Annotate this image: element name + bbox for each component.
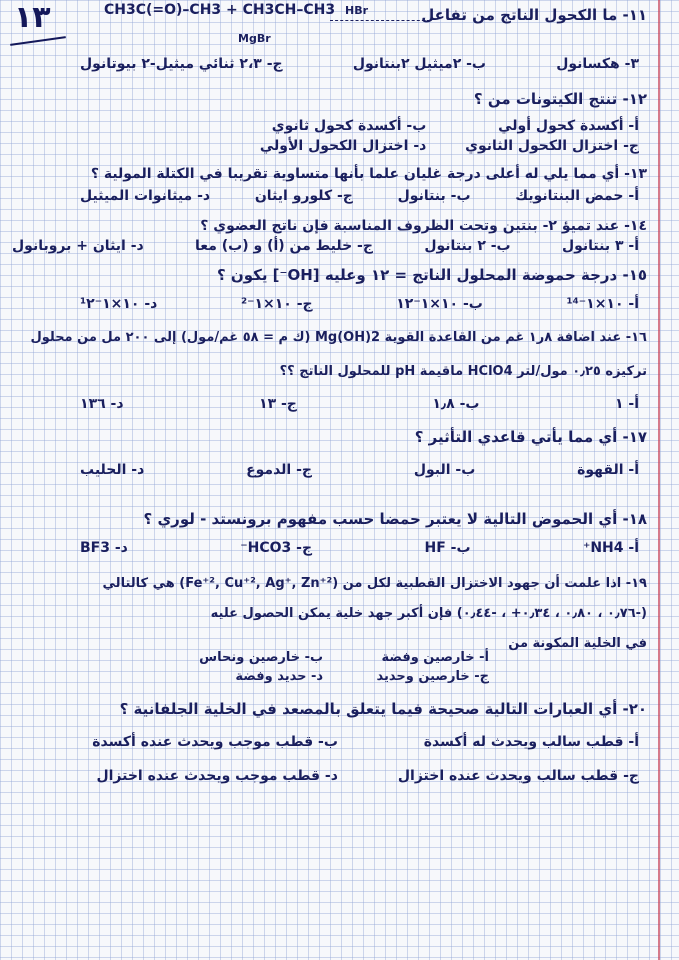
q19-option-b[interactable]: ب- خارصين ونحاس xyxy=(199,650,324,665)
q11-label: ١١- ما الكحول الناتج من تفاعل xyxy=(421,6,647,24)
q18-options xyxy=(80,540,639,556)
q11-option-a[interactable]: ٣- هكسانول xyxy=(556,56,639,72)
q20-label: ٢٠- أي العبارات التالية صحيحة فيما يتعلق بالمصعد في الخلية الجلفانية ؟ xyxy=(119,700,647,718)
q17-option-b[interactable]: ب- البول xyxy=(413,462,476,478)
q17-option-a[interactable]: أ- القهوة xyxy=(577,462,639,478)
q15-option-b[interactable]: ب- ١٠×١⁻١٢ xyxy=(396,296,483,312)
q13-label: ١٣- أي مما يلي له أعلى درجة غليان علما بأنها متساوية تقريبا في الكتلة المولية ؟ xyxy=(90,166,647,182)
q19-line1: ١٩- اذا علمت أن جهود الاختزال القطبية لكل من (Fe⁺², Cu⁺², Ag⁺, Zn⁺²) هي كالتالي xyxy=(102,576,647,591)
q20-option-b[interactable]: ب- قطب موجب ويحدث عنده أكسدة xyxy=(92,734,338,750)
q11-reagent: MgBr xyxy=(238,32,271,45)
q16-option-c[interactable]: ج- ١٣ xyxy=(259,396,297,412)
q18-option-d[interactable]: د- BF3 xyxy=(80,540,128,556)
q15-option-a[interactable]: أ- ١٠×١⁻¹⁴ xyxy=(566,296,639,312)
q11-arrow-reagent: HBr xyxy=(345,4,369,17)
q15-option-c[interactable]: ج- ١٠×١⁻² xyxy=(240,296,313,312)
page-number-underline xyxy=(10,36,66,46)
q12-option-b[interactable]: ب- أكسدة كحول ثانوي xyxy=(271,118,427,134)
q11-arrow xyxy=(330,20,430,21)
q15-options xyxy=(80,296,639,312)
q13-options xyxy=(80,188,639,204)
q20-option-d[interactable]: د- قطب موجب ويحدث عنده اختزال xyxy=(96,768,338,784)
q19-line2: (-٠٫٧٦ ، ٠٫٨٠ ، ٠٫٣٤+ ، -٠٫٤٤) فإن أكبر جهد خلية يمكن الحصول عليه xyxy=(210,606,647,621)
q14-option-c[interactable]: ج- خليط من (أ) و (ب) معا xyxy=(195,238,373,254)
q19-option-c[interactable]: ج- خارصين وحديد xyxy=(376,669,489,684)
q11-option-b[interactable]: ب- ٢ميثيل ٢بنتانول xyxy=(352,56,487,72)
q14-option-a[interactable]: أ- ٣ بنتانول xyxy=(561,238,639,254)
q20-option-a[interactable]: أ- قطب سالب ويحدث له أكسدة xyxy=(423,734,639,750)
q14-label: ١٤- عند تميؤ ٢- بنتين وتحت الظروف المناسبة فإن ناتج العضوي ؟ xyxy=(200,218,647,234)
q14-option-b[interactable]: ب- ٢ بنتانول xyxy=(424,238,511,254)
q15-option-d[interactable]: د- ١٠×١⁻¹٢ xyxy=(80,296,158,312)
q19-option-d[interactable]: د- حديد وفضة xyxy=(235,669,324,684)
q12-option-a[interactable]: أ- أكسدة كحول أولي xyxy=(498,118,639,134)
q12-label: ١٢- تنتج الكيتونات من ؟ xyxy=(473,90,647,108)
q13-option-a[interactable]: أ- حمض البنتانويك xyxy=(515,188,639,204)
q12-option-d[interactable]: د- اختزال الكحول الأولي xyxy=(259,138,427,154)
q18-option-b[interactable]: ب- HF xyxy=(424,540,471,556)
q17-options xyxy=(80,462,639,478)
q14-options xyxy=(12,238,639,254)
q11-options xyxy=(80,56,639,72)
q19-option-a[interactable]: أ- خارصين وفضة xyxy=(381,650,489,665)
q17-label: ١٧- أي مما يأتي قاعدي التأثير ؟ xyxy=(414,428,647,446)
q15-label: ١٥- درجة حموضة المحلول الناتج = ١٢ وعليه [OH⁻] يكون ؟ xyxy=(216,266,647,284)
q13-option-d[interactable]: د- ميثانوات الميثيل xyxy=(80,188,211,204)
q19-line3: في الخلية المكونة من xyxy=(508,636,647,651)
q16-option-d[interactable]: د- ١٣٦ xyxy=(80,396,124,412)
q12-options xyxy=(230,118,639,154)
q13-option-c[interactable]: ج- كلورو ايثان xyxy=(254,188,353,204)
q14-option-d[interactable]: د- ايثان + بروبانول xyxy=(12,238,144,254)
q16-line1: ١٦- عند اضافة ٨ر١ غم من القاعدة القوية Mg(OH)2 (ك م = ٥٨ غم/مول) إلى ٢٠٠ مل من محلول xyxy=(30,330,647,345)
q18-option-a[interactable]: أ- NH4⁺ xyxy=(582,540,639,556)
q17-option-d[interactable]: د- الحليب xyxy=(80,462,145,478)
q16-option-b[interactable]: ب- ١٫٨ xyxy=(432,396,480,412)
q16-option-a[interactable]: أ- ١ xyxy=(614,396,639,412)
q18-label: ١٨- أي الحموض التالية لا يعتبر حمضا حسب مفهوم برونستد - لوري ؟ xyxy=(143,510,647,528)
q11-option-c[interactable]: ج- ٢،٣ ثنائي ميثيل-٢ بيوتانول xyxy=(80,56,283,72)
q11-equation: CH3C(=O)–CH3 + CH3CH–CH3 xyxy=(104,2,336,18)
q20-option-c[interactable]: ج- قطب سالب ويحدث عنده اختزال xyxy=(397,768,639,784)
q12-option-c[interactable]: ج- اختزال الكحول الثانوي xyxy=(465,138,639,154)
q13-option-b[interactable]: ب- بنتانول xyxy=(397,188,471,204)
q17-option-c[interactable]: ج- الدموع xyxy=(246,462,313,478)
q16-options xyxy=(80,396,639,412)
margin-line xyxy=(658,0,660,960)
page-number: ١٣ xyxy=(14,0,51,35)
q20-options xyxy=(60,734,639,784)
q16-line2: تركيزه ٠٫٢٥ مول/لتر HClO4 ماقيمة pH للمحلول الناتج ؟؟ xyxy=(279,364,647,379)
q18-option-c[interactable]: ج- HCO3⁻ xyxy=(240,540,313,556)
q19-options xyxy=(170,650,489,684)
